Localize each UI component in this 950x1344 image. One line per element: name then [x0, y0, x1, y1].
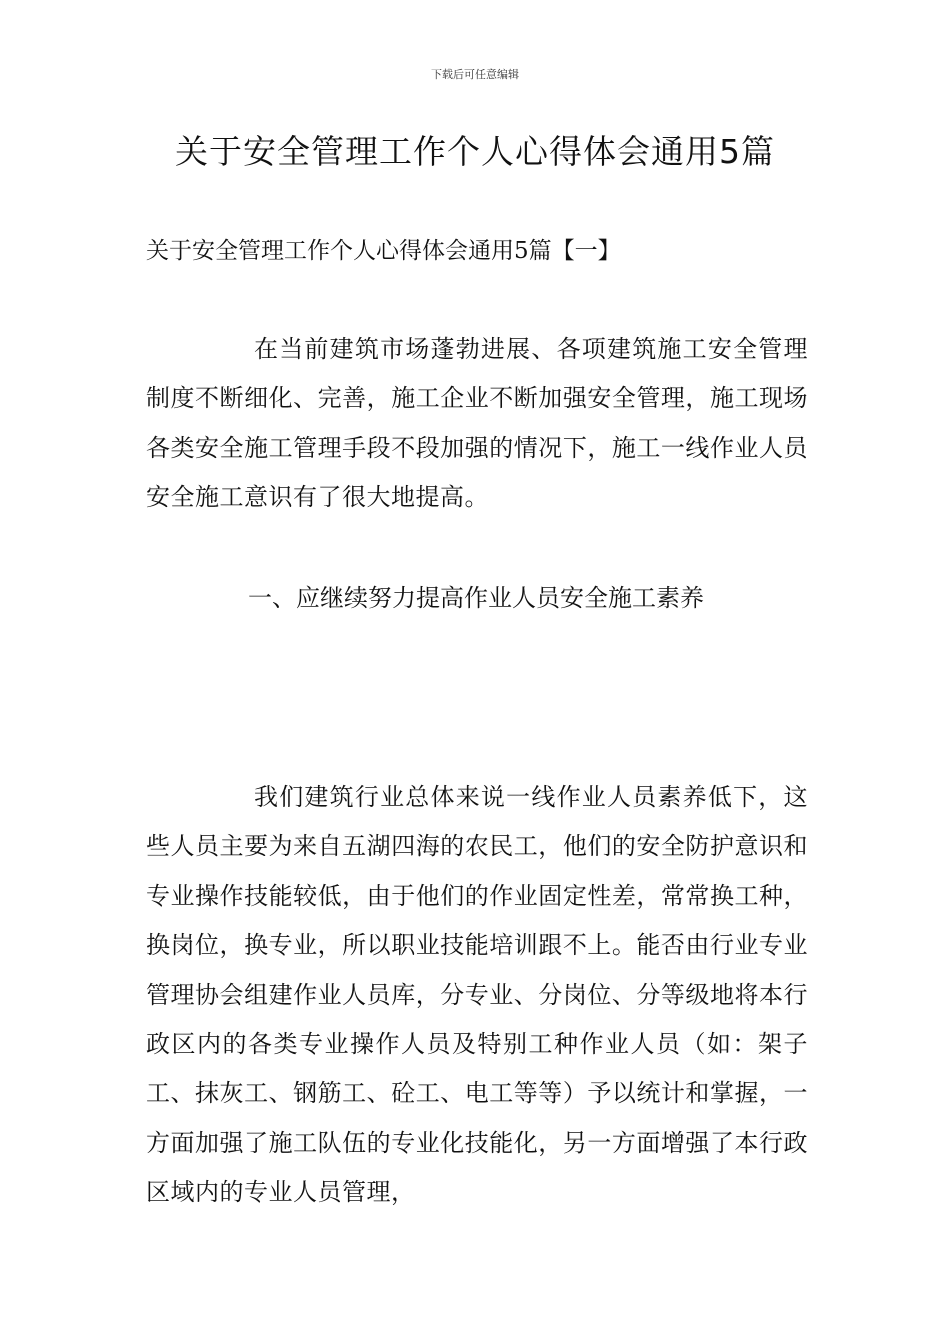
body-paragraph-2: 我们建筑行业总体来说一线作业人员素养低下，这些人员主要为来自五湖四海的农民工，他们的安全防护意识和专业操作技能较低，由于他们的作业固定性差，常常换工种，换岗位，换专业，所以职业技能培训跟不上。能否由行业专业管理协会组建作业人员库，分专业、分岗位、分等级地将本行政区内的各类专业操作人员及特别工种作业人员（如：架子工、抹灰工、钢筋工、砼工、电工等等）予以统计和掌握，一方面加强了施工队伍的专业化技能化，另一方面增强了本行政区域内的专业人员管理，	[146, 783, 808, 1207]
section-heading: 关于安全管理工作个人心得体会通用5篇【一】	[146, 238, 621, 264]
document-title: 关于安全管理工作个人心得体会通用5篇	[175, 132, 775, 171]
subheading-1: 一、应继续努力提高作业人员安全施工素养	[248, 584, 704, 612]
header-note: 下载后可任意编辑	[431, 68, 519, 81]
body-paragraph-1: 在当前建筑市场蓬勃进展、各项建筑施工安全管理制度不断细化、完善，施工企业不断加强安全管理，施工现场各类安全施工管理手段不段加强的情况下，施工一线作业人员安全施工意识有了很大地提高。	[146, 335, 808, 512]
